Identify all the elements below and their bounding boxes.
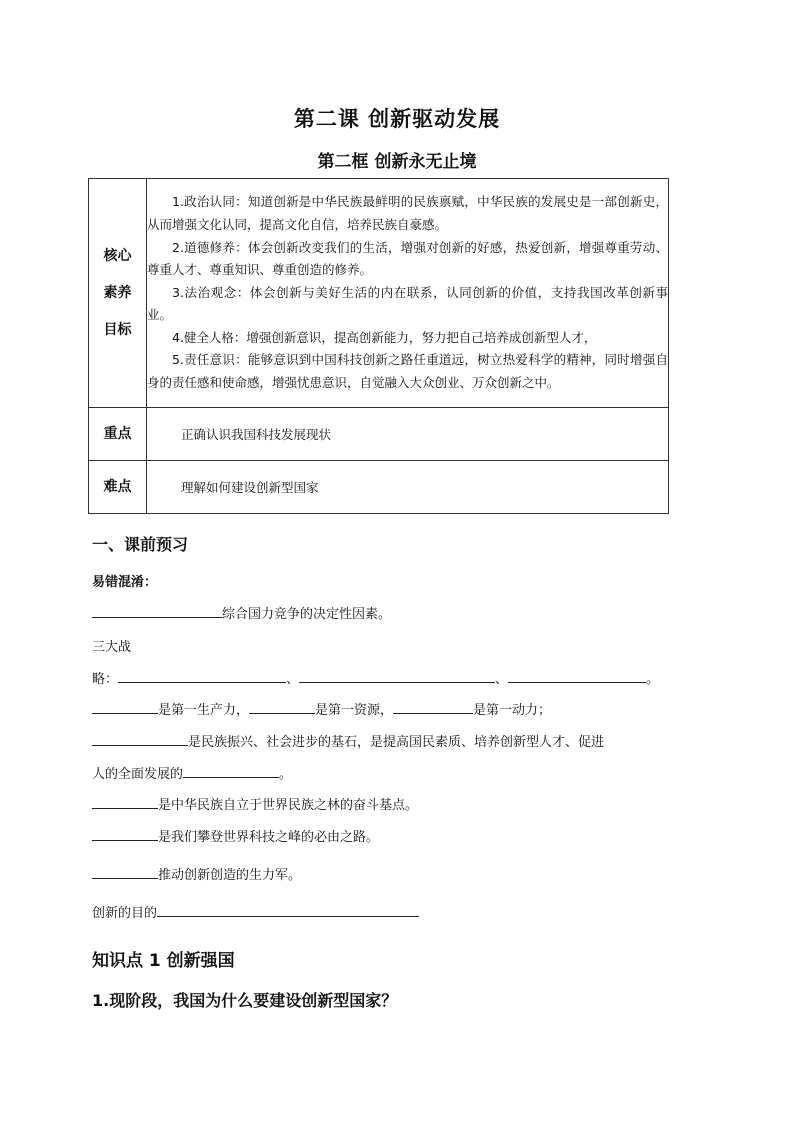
knowledge-heading: 知识点 1 创新强国 xyxy=(92,951,235,971)
exercise-line: 是中华民族自立于世界民族之林的奋斗基点。 xyxy=(92,794,418,813)
exercise-line: 综合国力竞争的决定性因素。 xyxy=(92,603,391,622)
answer-blank[interactable] xyxy=(157,903,419,917)
difficult-label: 难点 xyxy=(89,461,147,514)
key-label: 重点 xyxy=(89,408,147,461)
question-1: 1.现阶段，我国为什么要建设创新型国家？ xyxy=(92,991,398,1010)
answer-blank[interactable] xyxy=(183,764,279,778)
section-subtitle: 第二框 创新永无止境 xyxy=(317,152,477,172)
goal-item: 3.法治观念：体会创新与美好生活的内在联系，认同创新的价值，支持我国改革创新事业。 xyxy=(147,284,668,323)
exercise-line: 三大战 xyxy=(92,640,132,655)
goal-item: 1.政治认同：知道创新是中华民族最鲜明的民族禀赋，中华民族的发展史是一部创新史，从而增强文化认同，提高文化自信，培养民族自豪感。 xyxy=(147,194,668,232)
answer-blank[interactable] xyxy=(393,700,473,714)
answer-blank[interactable] xyxy=(92,865,158,879)
answer-blank[interactable] xyxy=(92,604,222,618)
exercise-line: 人的全面发展的 。 xyxy=(92,763,292,782)
goal-item: 4.健全人格：增强创新意识，提高创新能力，努力把自己培养成创新型人才， xyxy=(172,329,597,345)
exercise-line: 创新的目的 xyxy=(92,902,419,921)
exercise-line: 是民族振兴、社会进步的基石，是提高国民素质、培养创新型人才、促进 xyxy=(92,731,604,750)
answer-blank[interactable] xyxy=(249,700,315,714)
goals-content xyxy=(147,179,669,408)
key-content: 正确认识我国科技发展现状 xyxy=(147,408,669,461)
difficult-content: 理解如何建设创新型国家 xyxy=(147,461,669,514)
answer-blank[interactable] xyxy=(92,795,158,809)
preview-heading: 一、课前预习 xyxy=(92,535,189,554)
goals-label: 核心 素养 目标 xyxy=(89,179,147,408)
table-row xyxy=(89,179,669,408)
table-row xyxy=(89,461,669,514)
exercise-line: 略： 、 、 。 xyxy=(92,668,659,687)
answer-blank[interactable] xyxy=(92,700,158,714)
goals-table xyxy=(88,178,669,514)
goal-item: 2.道德修养：体会创新改变我们的生活，增强对创新的好感，热爱创新，增强尊重劳动、尊重人才、尊重知识、尊重创造的修养。 xyxy=(147,239,668,278)
exercise-line: 是第一生产力， 是第一资源， 是第一动力； xyxy=(92,699,551,718)
answer-blank[interactable] xyxy=(92,827,158,841)
answer-blank[interactable] xyxy=(92,732,188,746)
exercise-line: 是我们攀登世界科技之峰的必由之路。 xyxy=(92,826,379,845)
goal-item: 5.责任意识：能够意识到中国科技创新之路任重道远，树立热爱科学的精神，同时增强自身的责任感和使命感，增强忧患意识，自觉融入大众创业、万众创新之中。 xyxy=(147,352,668,391)
exercise-line: 推动创新创造的生力军。 xyxy=(92,864,301,883)
answer-blank[interactable] xyxy=(118,669,286,683)
table-row xyxy=(89,408,669,461)
answer-blank[interactable] xyxy=(508,669,646,683)
lesson-title: 第二课 创新驱动发展 xyxy=(293,107,501,131)
confusion-label: 易错混淆： xyxy=(92,575,158,590)
answer-blank[interactable] xyxy=(299,669,495,683)
